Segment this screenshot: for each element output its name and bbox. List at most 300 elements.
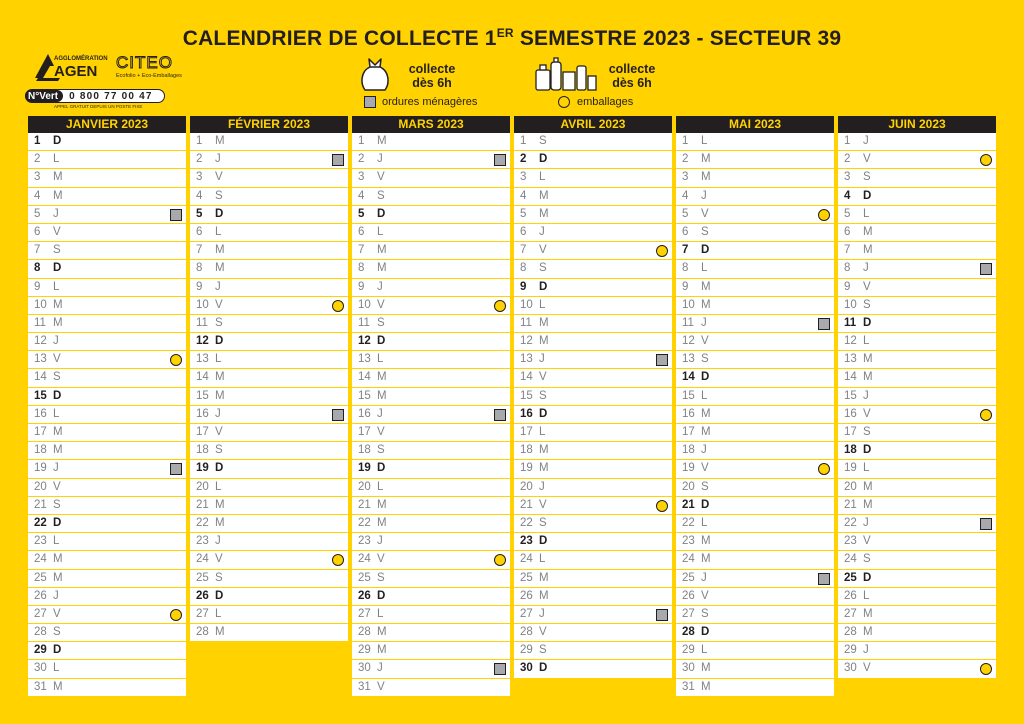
day-row <box>514 224 672 242</box>
weekday-letter: J <box>377 280 383 293</box>
day-number: 3 <box>358 171 365 184</box>
citeo-logo-sub: Ecofolio + Eco-Emballages <box>116 73 182 79</box>
weekday-letter: J <box>53 335 59 348</box>
day-row <box>190 279 348 297</box>
day-row <box>676 679 834 697</box>
day-number: 26 <box>34 589 47 602</box>
weekday-letter: S <box>539 135 547 147</box>
day-row <box>28 479 186 497</box>
trash-bag-icon <box>358 57 392 93</box>
weekday-letter: M <box>701 662 711 675</box>
day-row <box>352 460 510 478</box>
weekday-letter: V <box>701 335 709 348</box>
day-number: 19 <box>358 462 371 475</box>
day-row <box>514 424 672 442</box>
day-number: 16 <box>34 407 47 420</box>
day-number: 13 <box>358 353 371 366</box>
household-waste-marker-icon <box>818 318 830 330</box>
day-number: 7 <box>196 244 203 257</box>
month-header: AVRIL 2023 <box>514 116 672 133</box>
weekday-letter: J <box>701 571 707 584</box>
day-row <box>28 188 186 206</box>
day-number: 4 <box>358 189 365 202</box>
day-row <box>190 133 348 151</box>
day-row <box>676 151 834 169</box>
weekday-letter: M <box>539 462 549 475</box>
day-number: 8 <box>520 262 527 275</box>
weekday-letter: J <box>215 280 221 293</box>
citeo-logo-main: CITEO <box>116 53 173 72</box>
weekday-letter: M <box>53 680 63 693</box>
day-row <box>838 606 996 624</box>
day-row <box>352 588 510 606</box>
weekday-letter: D <box>53 135 62 147</box>
day-number: 29 <box>358 644 371 657</box>
weekday-letter: V <box>701 589 709 602</box>
day-number: 13 <box>196 353 209 366</box>
household-waste-marker-icon <box>332 409 344 421</box>
weekday-letter: S <box>377 316 385 329</box>
weekday-letter: L <box>863 207 870 220</box>
day-number: 2 <box>520 153 527 166</box>
day-row <box>352 406 510 424</box>
day-row <box>676 369 834 387</box>
day-number: 10 <box>34 298 47 311</box>
household-waste-marker-icon <box>980 518 992 530</box>
day-row <box>838 624 996 642</box>
day-row <box>676 388 834 406</box>
day-number: 24 <box>34 553 47 566</box>
day-row <box>514 351 672 369</box>
day-number: 1 <box>34 135 41 147</box>
day-row <box>838 260 996 278</box>
weekday-letter: J <box>863 389 869 402</box>
day-number: 3 <box>682 171 689 184</box>
day-row <box>838 279 996 297</box>
household-waste-marker-icon <box>170 463 182 475</box>
day-number: 30 <box>844 662 857 675</box>
day-row <box>676 606 834 624</box>
weekday-letter: D <box>215 335 224 348</box>
weekday-letter: L <box>863 589 870 602</box>
day-row <box>190 169 348 187</box>
weekday-letter: M <box>701 280 711 293</box>
recyclables-icon <box>534 56 598 92</box>
day-number: 6 <box>358 225 365 238</box>
day-row <box>676 533 834 551</box>
day-number: 22 <box>682 516 695 529</box>
weekday-letter: M <box>377 262 387 275</box>
day-row <box>514 206 672 224</box>
day-number: 23 <box>34 535 47 548</box>
day-number: 19 <box>844 462 857 475</box>
day-number: 12 <box>682 335 695 348</box>
day-number: 9 <box>520 280 527 293</box>
day-row <box>28 260 186 278</box>
weekday-letter: S <box>539 644 547 657</box>
day-number: 20 <box>34 480 47 493</box>
weekday-letter: L <box>539 553 546 566</box>
day-row <box>190 369 348 387</box>
day-row <box>514 315 672 333</box>
weekday-letter: L <box>701 389 708 402</box>
day-row <box>838 479 996 497</box>
weekday-letter: L <box>377 353 384 366</box>
weekday-letter: D <box>377 462 386 475</box>
day-row <box>352 533 510 551</box>
day-row <box>190 442 348 460</box>
day-number: 20 <box>682 480 695 493</box>
day-number: 30 <box>34 662 47 675</box>
weekday-letter: J <box>377 535 383 548</box>
weekday-letter: M <box>701 298 711 311</box>
day-row <box>352 679 510 697</box>
day-row <box>190 624 348 642</box>
day-row <box>28 224 186 242</box>
packaging-marker-icon <box>332 554 344 566</box>
day-number: 4 <box>196 189 203 202</box>
day-number: 8 <box>196 262 203 275</box>
weekday-letter: M <box>863 353 873 366</box>
day-row <box>190 515 348 533</box>
day-row <box>352 242 510 260</box>
day-number: 27 <box>358 607 371 620</box>
weekday-letter: D <box>53 644 62 657</box>
weekday-letter: D <box>215 462 224 475</box>
day-row <box>190 333 348 351</box>
weekday-letter: M <box>539 589 549 602</box>
day-number: 6 <box>196 225 203 238</box>
weekday-letter: D <box>539 153 548 166</box>
day-number: 22 <box>34 516 47 529</box>
day-number: 6 <box>520 225 527 238</box>
day-row <box>676 133 834 151</box>
day-row <box>514 188 672 206</box>
weekday-letter: L <box>53 535 60 548</box>
day-number: 26 <box>682 589 695 602</box>
weekday-letter: V <box>215 171 223 184</box>
day-number: 9 <box>196 280 203 293</box>
day-row <box>676 315 834 333</box>
weekday-letter: L <box>215 480 222 493</box>
weekday-letter: D <box>539 662 548 675</box>
household-waste-marker-icon <box>332 154 344 166</box>
weekday-letter: J <box>539 480 545 493</box>
day-row <box>514 642 672 660</box>
day-row <box>514 497 672 515</box>
day-row <box>190 351 348 369</box>
day-number: 1 <box>358 135 365 147</box>
day-row <box>28 279 186 297</box>
weekday-letter: V <box>539 244 547 257</box>
day-number: 2 <box>196 153 203 166</box>
day-row <box>838 406 996 424</box>
weekday-letter: J <box>701 316 707 329</box>
day-row <box>514 442 672 460</box>
day-number: 31 <box>682 680 695 693</box>
weekday-letter: M <box>53 444 63 457</box>
day-number: 28 <box>520 626 533 639</box>
day-row <box>514 151 672 169</box>
day-number: 10 <box>520 298 533 311</box>
packaging-marker-icon <box>818 209 830 221</box>
day-number: 29 <box>520 644 533 657</box>
weekday-letter: J <box>539 353 545 366</box>
day-number: 21 <box>358 498 371 511</box>
day-row <box>352 624 510 642</box>
day-number: 22 <box>520 516 533 529</box>
day-number: 2 <box>682 153 689 166</box>
day-row <box>838 224 996 242</box>
day-number: 27 <box>34 607 47 620</box>
weekday-letter: M <box>215 371 225 384</box>
day-number: 30 <box>520 662 533 675</box>
day-row <box>28 606 186 624</box>
day-number: 31 <box>358 680 371 693</box>
weekday-letter: D <box>377 335 386 348</box>
day-number: 15 <box>682 389 695 402</box>
day-number: 23 <box>196 535 209 548</box>
weekday-letter: S <box>377 189 385 202</box>
day-row <box>28 206 186 224</box>
day-number: 15 <box>196 389 209 402</box>
day-row <box>352 497 510 515</box>
day-number: 26 <box>844 589 857 602</box>
day-row <box>514 406 672 424</box>
day-number: 28 <box>34 626 47 639</box>
day-row <box>28 297 186 315</box>
weekday-letter: S <box>701 353 709 366</box>
day-row <box>190 242 348 260</box>
day-row <box>676 497 834 515</box>
packaging-marker-icon <box>170 354 182 366</box>
day-row <box>190 260 348 278</box>
weekday-letter: S <box>863 426 871 438</box>
day-row <box>676 242 834 260</box>
day-row <box>28 242 186 260</box>
day-number: 14 <box>196 371 209 384</box>
day-row <box>676 570 834 588</box>
day-number: 27 <box>520 607 533 620</box>
weekday-letter: V <box>377 426 385 438</box>
day-row <box>676 515 834 533</box>
day-number: 17 <box>844 426 857 438</box>
day-row <box>514 533 672 551</box>
weekday-letter: S <box>863 171 871 184</box>
weekday-letter: M <box>701 171 711 184</box>
day-number: 12 <box>196 335 209 348</box>
day-number: 21 <box>682 498 695 511</box>
day-row <box>352 660 510 678</box>
weekday-letter: D <box>701 371 710 384</box>
day-row <box>838 533 996 551</box>
day-number: 27 <box>682 607 695 620</box>
day-number: 27 <box>844 607 857 620</box>
weekday-letter: D <box>53 516 62 529</box>
weekday-letter: D <box>863 444 872 457</box>
day-row <box>676 624 834 642</box>
household-waste-marker-icon <box>656 609 668 621</box>
citeo-logo <box>113 51 188 81</box>
legend-household: ordures ménagères <box>364 96 477 108</box>
day-number: 18 <box>682 444 695 457</box>
day-number: 9 <box>844 280 851 293</box>
day-number: 23 <box>682 535 695 548</box>
day-number: 28 <box>682 626 695 639</box>
month-column-may <box>676 116 834 697</box>
day-number: 29 <box>682 644 695 657</box>
day-row <box>676 442 834 460</box>
day-number: 15 <box>358 389 371 402</box>
day-row <box>514 242 672 260</box>
packaging-marker-icon <box>170 609 182 621</box>
day-number: 18 <box>196 444 209 457</box>
day-number: 17 <box>520 426 533 438</box>
weekday-letter: M <box>863 480 873 493</box>
day-row <box>838 660 996 678</box>
day-number: 14 <box>682 371 695 384</box>
packaging-marker-icon <box>980 409 992 421</box>
day-row <box>28 570 186 588</box>
day-row <box>190 551 348 569</box>
day-row <box>676 406 834 424</box>
day-row <box>838 169 996 187</box>
month-header: FÉVRIER 2023 <box>190 116 348 133</box>
weekday-letter: M <box>53 298 63 311</box>
weekday-letter: M <box>53 553 63 566</box>
weekday-letter: J <box>539 607 545 620</box>
household-waste-marker-icon <box>818 573 830 585</box>
day-number: 15 <box>520 389 533 402</box>
weekday-letter: D <box>701 498 710 511</box>
page-title: CALENDRIER DE COLLECTE 1ER SEMESTRE 2023 - SECTEUR 39 <box>182 26 842 50</box>
day-number: 20 <box>520 480 533 493</box>
day-number: 16 <box>682 407 695 420</box>
month-column-april <box>514 116 672 679</box>
weekday-letter: D <box>701 244 710 257</box>
day-number: 29 <box>34 644 47 657</box>
weekday-letter: J <box>215 153 221 166</box>
day-row <box>514 333 672 351</box>
day-row <box>514 369 672 387</box>
day-row <box>28 169 186 187</box>
weekday-letter: S <box>215 444 223 457</box>
day-row <box>190 224 348 242</box>
weekday-letter: M <box>215 135 225 147</box>
day-row <box>514 479 672 497</box>
day-number: 7 <box>358 244 365 257</box>
day-number: 3 <box>844 171 851 184</box>
weekday-letter: D <box>539 280 548 293</box>
weekday-letter: S <box>539 516 547 529</box>
weekday-letter: D <box>701 626 710 639</box>
day-row <box>190 424 348 442</box>
day-row <box>838 424 996 442</box>
day-row <box>838 333 996 351</box>
day-row <box>676 642 834 660</box>
day-number: 30 <box>358 662 371 675</box>
day-number: 11 <box>682 316 694 329</box>
day-number: 5 <box>520 207 527 220</box>
day-row <box>352 606 510 624</box>
weekday-letter: M <box>215 262 225 275</box>
packaging-marker-icon <box>656 245 668 257</box>
legend-packaging: emballages <box>558 96 633 108</box>
weekday-letter: M <box>377 244 387 257</box>
day-row <box>28 588 186 606</box>
day-row <box>514 660 672 678</box>
day-number: 20 <box>196 480 209 493</box>
day-number: 22 <box>844 516 857 529</box>
weekday-letter: J <box>701 189 707 202</box>
household-waste-marker-icon <box>170 209 182 221</box>
day-row <box>676 479 834 497</box>
day-row <box>28 133 186 151</box>
day-number: 8 <box>844 262 851 275</box>
day-number: 14 <box>358 371 371 384</box>
day-number: 24 <box>844 553 857 566</box>
day-row <box>28 642 186 660</box>
weekday-letter: M <box>863 626 873 639</box>
day-number: 26 <box>520 589 533 602</box>
weekday-letter: V <box>53 353 61 366</box>
day-row <box>352 224 510 242</box>
day-row <box>838 515 996 533</box>
weekday-letter: M <box>701 153 711 166</box>
day-row <box>28 424 186 442</box>
day-number: 3 <box>196 171 203 184</box>
day-number: 18 <box>34 444 47 457</box>
weekday-letter: J <box>701 444 707 457</box>
day-number: 19 <box>682 462 695 475</box>
day-row <box>352 442 510 460</box>
weekday-letter: L <box>701 262 708 275</box>
day-row <box>190 151 348 169</box>
day-row <box>514 515 672 533</box>
day-number: 10 <box>682 298 695 311</box>
day-number: 4 <box>520 189 527 202</box>
weekday-letter: V <box>539 498 547 511</box>
weekday-letter: L <box>215 225 222 238</box>
weekday-letter: V <box>53 607 61 620</box>
weekday-letter: S <box>215 316 223 329</box>
day-number: 11 <box>34 316 46 329</box>
day-row <box>190 497 348 515</box>
day-number: 7 <box>844 244 851 257</box>
day-number: 25 <box>844 571 857 584</box>
weekday-letter: M <box>53 426 63 438</box>
weekday-letter: S <box>377 444 385 457</box>
weekday-letter: V <box>377 680 385 693</box>
weekday-letter: M <box>539 335 549 348</box>
weekday-letter: M <box>377 498 387 511</box>
weekday-letter: L <box>539 426 546 438</box>
weekday-letter: J <box>53 589 59 602</box>
day-row <box>352 551 510 569</box>
day-row <box>838 369 996 387</box>
weekday-letter: M <box>377 644 387 657</box>
day-number: 13 <box>682 353 695 366</box>
day-row <box>352 424 510 442</box>
day-row <box>28 333 186 351</box>
day-number: 21 <box>196 498 209 511</box>
day-number: 19 <box>34 462 47 475</box>
gray-square-icon <box>364 96 376 108</box>
hotline-number: 0 800 77 00 47 <box>69 90 153 102</box>
weekday-letter: M <box>701 426 711 438</box>
legend-household-text: collecte dès 6h <box>408 62 456 90</box>
day-row <box>676 169 834 187</box>
